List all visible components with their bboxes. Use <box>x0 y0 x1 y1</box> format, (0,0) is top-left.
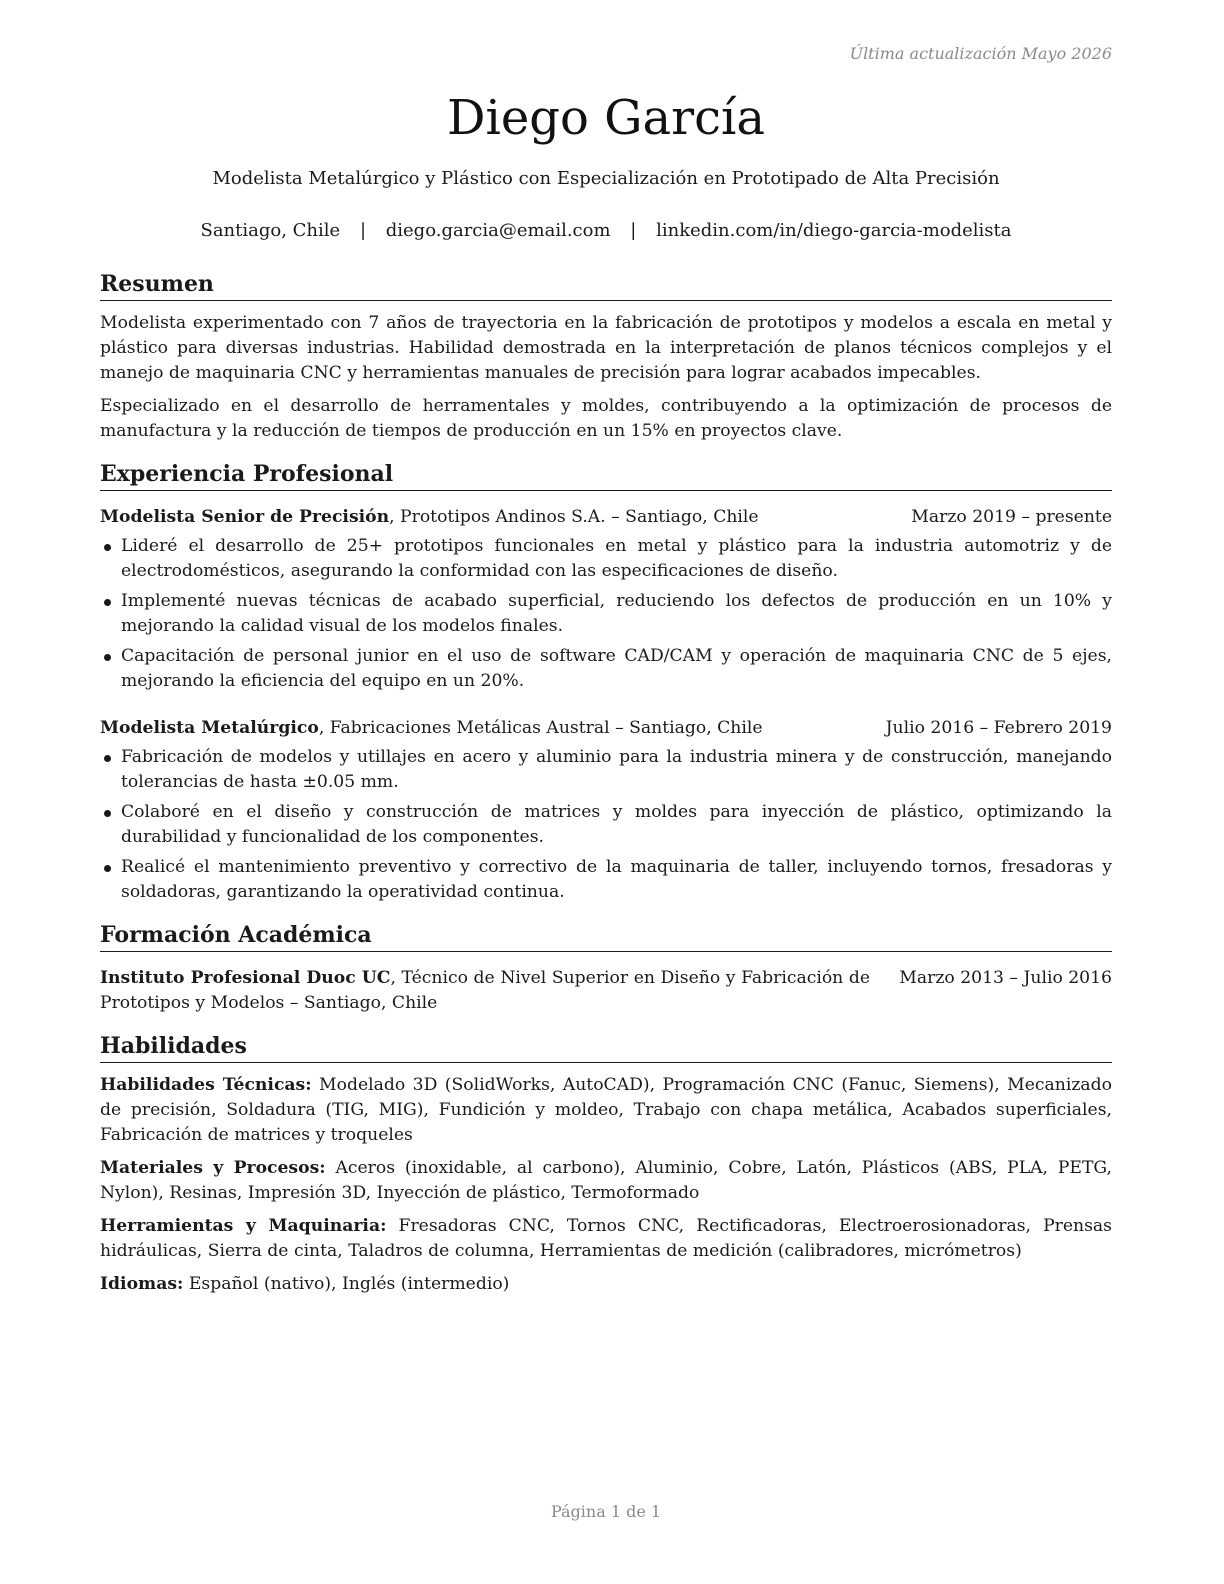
skill-group <box>100 1156 1112 1206</box>
candidate-headline: Modelista Metalúrgico y Plástico con Especialización en Prototipado de Alta Precisión <box>212 168 1000 189</box>
job-company: , Prototipos Andinos S.A. – Santiago, Chile <box>389 507 759 527</box>
education-institution: Instituto Profesional Duoc UC <box>100 968 391 988</box>
bullet-icon <box>104 810 111 817</box>
skill-text: Español (nativo), Inglés (intermedio) <box>183 1274 510 1294</box>
summary-paragraph: Modelista experimentado con 7 años de trayectoria en la fabricación de prototipos y modelos a escala en metal y plástico para diversas industrias. Habilidad demostrada en la interpretación de planos técnicos complejos y el manejo de maquinaria CNC y herramientas manuales de precisión para lograr acabados impecables. <box>100 313 1112 383</box>
job-bullet <box>100 644 1112 694</box>
job-bullet-text: Lideré el desarrollo de 25+ prototipos funcionales en metal y plástico para la industria automotriz y de electrodomésticos, asegurando la conformidad con las especificaciones de diseño. <box>121 536 1112 581</box>
education-detail: , Técnico de Nivel Superior en Diseño y Fabricación de Prototipos y Modelos – Santiago, Chile <box>100 968 870 1013</box>
skill-group <box>100 1073 1112 1148</box>
contact-linkedin[interactable]: linkedin.com/in/diego-garcia-modelista <box>656 220 1012 241</box>
section-title-summary: Resumen <box>100 270 1112 301</box>
skills-section <box>100 1032 1112 1297</box>
section-title-education: Formación Académica <box>100 921 1112 952</box>
bullet-icon <box>104 755 111 762</box>
education-section <box>100 921 1112 1016</box>
skill-label: Habilidades Técnicas: <box>100 1075 312 1095</box>
bullet-icon <box>104 865 111 872</box>
job-bullet-text: Implementé nuevas técnicas de acabado superficial, reduciendo los defectos de producción en un 10% y mejorando la calidad visual de los modelos finales. <box>121 591 1112 636</box>
resume-page <box>100 0 1112 1584</box>
job-bullet <box>100 589 1112 639</box>
job-bullet <box>100 800 1112 850</box>
job-title-line <box>100 505 759 530</box>
skill-label: Idiomas: <box>100 1274 184 1294</box>
education-entry <box>100 966 1112 1016</box>
skill-text: Fresadoras CNC, Tornos CNC, Rectificadoras, Electroerosionadoras, Prensas hidráulicas, Sierra de cinta, Taladros de columna, Herramientas de medición (calibradores, micrómetros) <box>100 1216 1112 1261</box>
job-header <box>100 716 1112 741</box>
education-text <box>100 966 870 1016</box>
skill-text: Aceros (inoxidable, al carbono), Aluminio, Cobre, Latón, Plásticos (ABS, PLA, PETG, Nylon), Resinas, Impresión 3D, Inyección de plástico, Termoformado <box>100 1158 1112 1203</box>
job-header <box>100 505 1112 530</box>
job-bullet-text: Realicé el mantenimiento preventivo y correctivo de la maquinaria de taller, incluyendo tornos, fresadoras y soldadoras, garantizando la operatividad continua. <box>121 857 1112 902</box>
job-dates: Marzo 2019 – presente <box>911 507 1112 527</box>
bullet-icon <box>104 599 111 606</box>
education-dates: Marzo 2013 – Julio 2016 <box>899 968 1112 988</box>
summary-paragraph: Especializado en el desarrollo de herramentales y moldes, contribuyendo a la optimización de procesos de manufactura y la reducción de tiempos de producción en un 15% en proyectos clave. <box>100 396 1112 441</box>
job-bullets <box>100 534 1112 694</box>
section-title-skills: Habilidades <box>100 1032 1112 1063</box>
job-bullet <box>100 745 1112 795</box>
page-number: Página 1 de 1 <box>550 1502 662 1521</box>
job-title-line <box>100 716 763 741</box>
candidate-name: Diego García <box>447 90 765 146</box>
contact-location: Santiago, Chile <box>200 220 341 241</box>
job-dates: Julio 2016 – Febrero 2019 <box>885 718 1112 738</box>
experience-section <box>100 460 1112 905</box>
job-bullet <box>100 534 1112 584</box>
skill-label: Herramientas y Maquinaria: <box>100 1216 387 1236</box>
job-bullet <box>100 855 1112 905</box>
contact-separator: | <box>630 220 637 241</box>
bullet-icon <box>104 654 111 661</box>
job-bullets <box>100 745 1112 905</box>
job-bullet-text: Colaboré en el diseño y construcción de matrices y moldes para inyección de plástico, optimizando la durabilidad y funcionalidad de los componentes. <box>121 802 1112 847</box>
last-updated: Última actualización Mayo 2026 <box>849 44 1112 63</box>
job-entry <box>100 716 1112 905</box>
job-entry <box>100 505 1112 694</box>
skill-group <box>100 1272 1112 1297</box>
job-bullet-text: Fabricación de modelos y utillajes en acero y aluminio para la industria minera y de construcción, manejando tolerancias de hasta ±0.05 mm. <box>121 747 1112 792</box>
resume-body <box>100 270 1112 1313</box>
skill-label: Materiales y Procesos: <box>100 1158 326 1178</box>
job-bullet-text: Capacitación de personal junior en el uso de software CAD/CAM y operación de maquinaria CNC de 5 ejes, mejorando la eficiencia del equipo en un 20%. <box>121 646 1112 691</box>
job-role: Modelista Senior de Precisión <box>100 507 390 527</box>
job-company: , Fabricaciones Metálicas Austral – Santiago, Chile <box>318 718 763 738</box>
skill-group <box>100 1214 1112 1264</box>
bullet-icon <box>104 544 111 551</box>
skill-text: Modelado 3D (SolidWorks, AutoCAD), Programación CNC (Fanuc, Siemens), Mecanizado de precisión, Soldadura (TIG, MIG), Fundición y moldeo, Trabajo con chapa metálica, Acabados superficiales, Fabricación de matrices y troqueles <box>100 1075 1112 1145</box>
contact-line <box>100 219 1112 243</box>
summary-section <box>100 270 1112 444</box>
section-title-experience: Experiencia Profesional <box>100 460 1112 491</box>
job-role: Modelista Metalúrgico <box>100 718 319 738</box>
contact-separator: | <box>359 220 367 241</box>
contact-email[interactable]: diego.garcia@email.com <box>385 220 611 241</box>
